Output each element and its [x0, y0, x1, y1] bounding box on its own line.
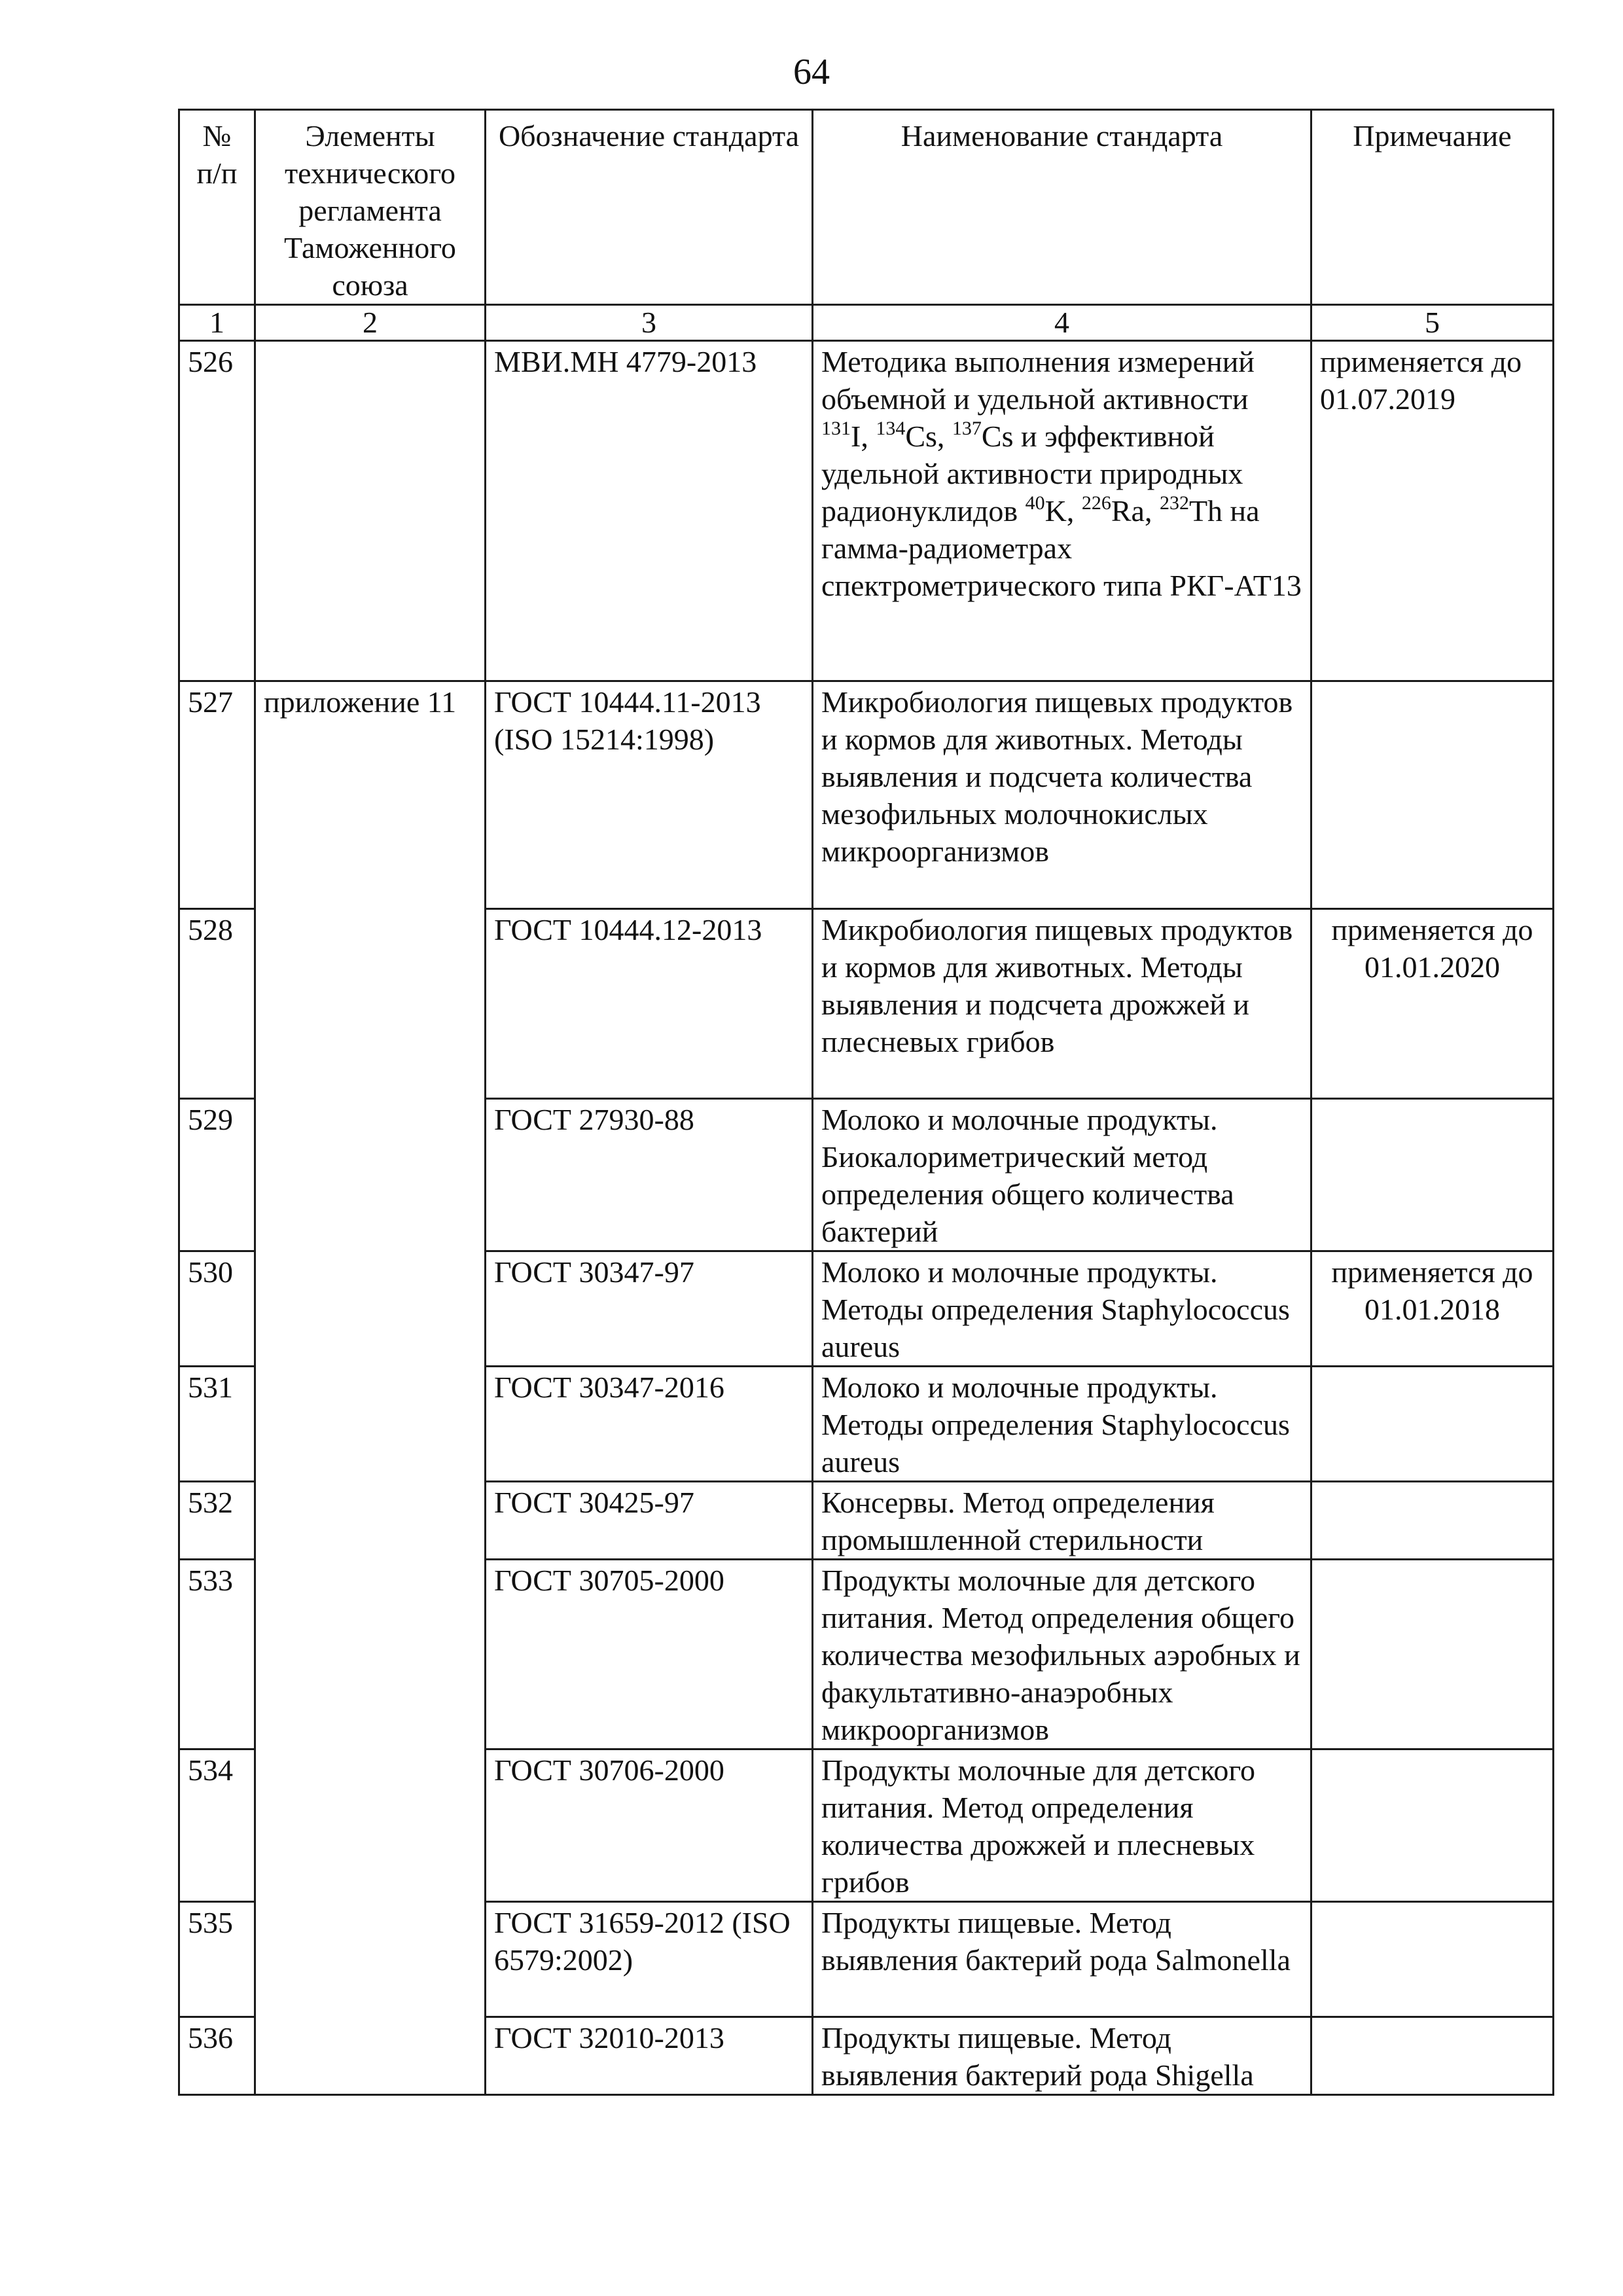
row-standard-name: Продукты молочные для детского питания. Метод определения количества дрожжей и плесневых грибов	[813, 1749, 1311, 1902]
standards-table	[178, 109, 1554, 2096]
row-note: применяется до 01.07.2019	[1311, 341, 1554, 681]
row-designation: ГОСТ 30347-97	[486, 1251, 813, 1367]
row-number: 533	[179, 1560, 255, 1749]
row-designation: ГОСТ 27930-88	[486, 1099, 813, 1251]
row-element-merged: приложение 11	[255, 681, 486, 2095]
column-number-row	[179, 305, 1554, 341]
header-num: № п/п	[179, 110, 255, 305]
column-number: 5	[1311, 305, 1554, 341]
row-designation: ГОСТ 30347-2016	[486, 1367, 813, 1482]
row-standard-name: Микробиология пищевых продуктов и кормов для животных. Методы выявления и подсчета дрожжей и плесневых грибов	[813, 909, 1311, 1099]
row-note	[1311, 1560, 1554, 1749]
row-number: 535	[179, 1902, 255, 2017]
header-name: Наименование стандарта	[813, 110, 1311, 305]
row-number: 527	[179, 681, 255, 909]
table-row	[179, 341, 1554, 681]
row-designation: ГОСТ 30425-97	[486, 1482, 813, 1560]
header-designation: Обозначение стандарта	[486, 110, 813, 305]
column-number: 4	[813, 305, 1311, 341]
column-number: 2	[255, 305, 486, 341]
row-designation: ГОСТ 10444.12-2013	[486, 909, 813, 1099]
row-number: 530	[179, 1251, 255, 1367]
row-standard-name: Микробиология пищевых продуктов и кормов для животных. Методы выявления и подсчета количества мезофильных молочнокислых микроорганизмов	[813, 681, 1311, 909]
row-number: 529	[179, 1099, 255, 1251]
row-note	[1311, 2017, 1554, 2095]
row-standard-name: Молоко и молочные продукты. Методы определения Staphylococcus aureus	[813, 1367, 1311, 1482]
row-standard-name: Продукты пищевые. Метод выявления бактерий рода Shigella	[813, 2017, 1311, 2095]
row-number: 531	[179, 1367, 255, 1482]
row-note	[1311, 681, 1554, 909]
row-number: 528	[179, 909, 255, 1099]
page-number: 64	[793, 52, 830, 92]
row-designation: ГОСТ 31659-2012 (ISO 6579:2002)	[486, 1902, 813, 2017]
row-note	[1311, 1749, 1554, 1902]
row-designation: ГОСТ 30705-2000	[486, 1560, 813, 1749]
row-designation: ГОСТ 30706-2000	[486, 1749, 813, 1902]
column-number: 3	[486, 305, 813, 341]
table-row	[179, 681, 1554, 909]
row-standard-name: Молоко и молочные продукты. Биокалориметрический метод определения общего количества бактерий	[813, 1099, 1311, 1251]
row-note: применяется до 01.01.2018	[1311, 1251, 1554, 1367]
row-standard-name: Продукты пищевые. Метод выявления бактерий рода Salmonella	[813, 1902, 1311, 2017]
row-note: применяется до 01.01.2020	[1311, 909, 1554, 1099]
row-number: 536	[179, 2017, 255, 2095]
row-standard-name: Продукты молочные для детского питания. Метод определения общего количества мезофильных аэробных и факультативно-анаэробных микроорганизмов	[813, 1560, 1311, 1749]
row-standard-name: Консервы. Метод определения промышленной стерильности	[813, 1482, 1311, 1560]
row-standard-name: Молоко и молочные продукты. Методы определения Staphylococcus aureus	[813, 1251, 1311, 1367]
row-designation: ГОСТ 10444.11-2013 (ISO 15214:1998)	[486, 681, 813, 909]
row-note	[1311, 1482, 1554, 1560]
header-element: Элементы технического регламента Таможенного союза	[255, 110, 486, 305]
row-standard-name: Методика выполнения измерений объемной и удельной активности $^{131}$I, $^{134}$Cs, $^{137}$Cs и эффективной удельной активности природных радионуклидов $^{40}$K, $^{226}$Ra, $^{232}$Th на гамма-радиометрах спектрометрического типа РКГ-АТ13	[813, 341, 1311, 681]
row-element	[255, 341, 486, 681]
row-number: 526	[179, 341, 255, 681]
row-note	[1311, 1902, 1554, 2017]
row-designation: ГОСТ 32010-2013	[486, 2017, 813, 2095]
row-number: 532	[179, 1482, 255, 1560]
row-number: 534	[179, 1749, 255, 1902]
column-number: 1	[179, 305, 255, 341]
header-note: Примечание	[1311, 110, 1554, 305]
row-designation: МВИ.МН 4779-2013	[486, 341, 813, 681]
row-note	[1311, 1099, 1554, 1251]
row-note	[1311, 1367, 1554, 1482]
header-row	[179, 110, 1554, 305]
